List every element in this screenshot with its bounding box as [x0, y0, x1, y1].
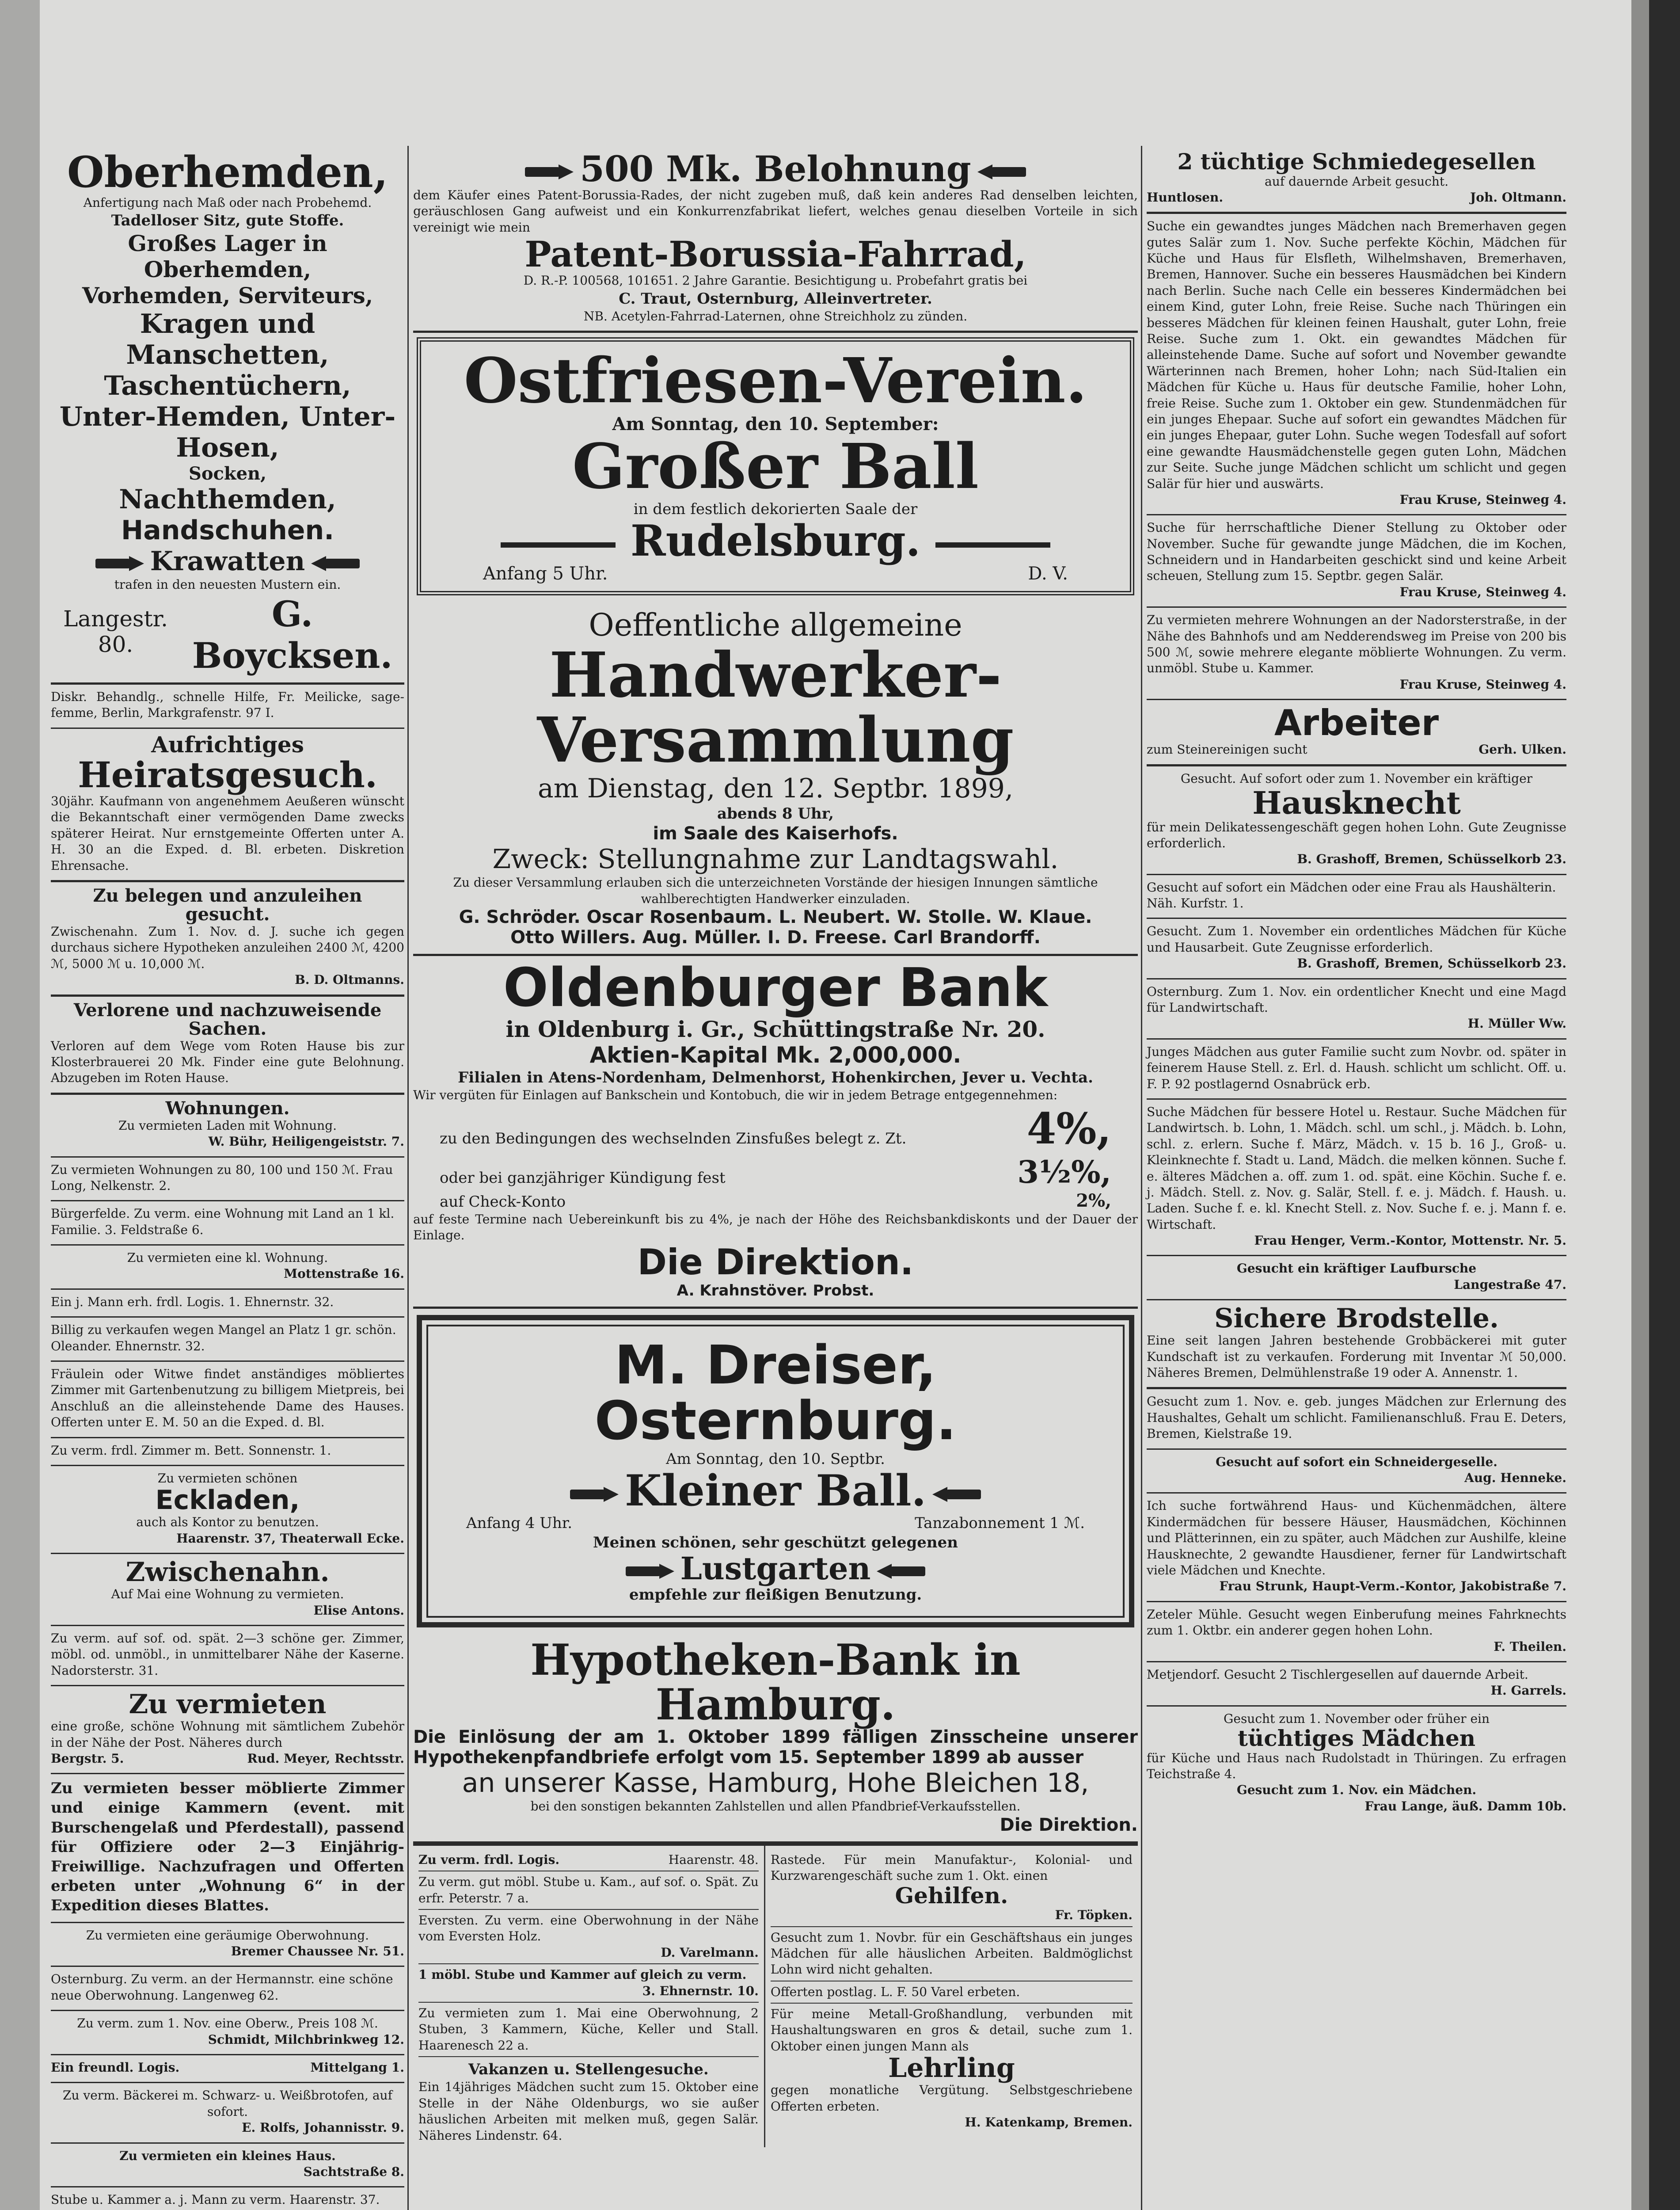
ad-text: Meinen schönen, sehr geschützt gelegenen	[593, 1534, 958, 1551]
ad-signature: Die Direktion.	[637, 1241, 914, 1283]
ad-small: Offerten postlag. L. F. 50 Varel erbeten.	[771, 1981, 1133, 2004]
ad-signature: D. V.	[1028, 564, 1068, 584]
ad-text: Tadelloser Sitz, gute Stoffe.	[111, 212, 344, 230]
ad-venue: Rudelsburg.	[630, 516, 921, 566]
ad-time: Anfang 4 Uhr.	[466, 1514, 573, 1532]
ad-footer	[51, 593, 404, 676]
ad-signature: 3. Ehnernstr. 10.	[642, 1983, 759, 1998]
ad-zimmer-offiziere: Zu vermieten besser möblierte Zimmer und einige Kammern (event. mit Burschengelaß und Pferdestall), passend für Offiziere oder 2—3 Einjährig-Freiwillige. Nachzufragen und Offerten erbeten unter „Wohnung 6“ in der Expedition dieses Blattes.	[51, 1774, 404, 1923]
ad-small: Zu vermieten zum 1. Mai eine Oberwohnung, 2 Stuben, 3 Kammern, Küche, Keller und Stall. Haarenesch 22 a.	[418, 2003, 759, 2057]
ad-text: Zu dieser Versammlung erlauben sich die unterzeichneten Vorstände der hiesigen Innungen sämtliche wahlberechtigten Handwerker einzuladen.	[453, 875, 1098, 906]
ad-signature: D. Varelmann.	[661, 1945, 759, 1960]
ad-small	[418, 1964, 759, 2003]
pointing-hand-icon	[932, 1487, 981, 1502]
ad-event: Großer Ball	[572, 431, 979, 503]
ad-anleihe	[51, 882, 404, 997]
ad-signature: B. Grashoff, Bremen, Schüsselkorb 23.	[1297, 852, 1566, 867]
ad-oberhemden	[51, 146, 404, 685]
ad-signature: E. Rolfs, Johannisstr. 9.	[242, 2120, 404, 2135]
ad-text: Eversten. Zu verm. eine Oberwohnung in der Nähe vom Eversten Holz.	[418, 1913, 759, 1944]
ad-text: zum Steinereinigen sucht	[1147, 742, 1308, 757]
decorative-rule	[501, 542, 616, 548]
column-2	[413, 146, 1138, 2147]
ad-text: an unserer Kasse, Hamburg, Hohe Bleichen 18,	[462, 1768, 1089, 1799]
ad-text: Zu vermieten eine geräumige Oberwohnung.	[86, 1928, 369, 1943]
page-edge	[1649, 0, 1680, 2210]
ad-title: Hausknecht	[1252, 785, 1461, 821]
ad-signature: B. D. Oltmanns.	[295, 972, 404, 987]
rate-value: 4%,	[1026, 1103, 1111, 1154]
ad-henger	[1147, 1100, 1566, 1257]
ad-text: bei den sonstigen bekannten Zahlstellen und allen Pfandbrief-Verkaufsstellen.	[530, 1799, 1021, 1814]
ad-text: trafen in den neuesten Mustern ein.	[114, 577, 341, 592]
rate-label: auf Check-Konto	[440, 1193, 566, 1211]
column-3	[1147, 146, 1566, 1821]
ad-title: 500 Mk. Belohnung	[580, 148, 971, 190]
ad-venue-row	[430, 516, 1121, 566]
small-ads-left	[413, 1846, 764, 2147]
ad-gehilfen	[771, 1849, 1133, 1927]
ad-text: Ein 14jähriges Mädchen sucht zum 15. Oktober eine Stelle in der Nähe Oldenburgs, wo sie außer häuslichen Arbeiten mit melken muß, gegen Salär. Näheres Lindenstr. 64.	[418, 2080, 759, 2143]
ad-text: 30jähr. Kaufmann von angenehmem Aeußeren wünscht die Bekanntschaft einer vermögenden Dame zwecks späterer Heirat. Nur ernstgemeinte Offerten unter A. H. 30 an die Exped. d. Bl. erbeten. Diskretion Ehrensache.	[51, 794, 404, 873]
ad-text: Verloren auf dem Wege vom Roten Hause bis zur Klosterbrauerei 20 Mk. Finder eine gute Belohnung. Abzugeben im Roten Hause.	[51, 1038, 404, 1086]
ad-strunk	[1147, 1494, 1566, 1602]
ad-text: Gesucht zum 1. Nov. ein Mädchen.	[1236, 1783, 1477, 1798]
ad-zwischenahn	[51, 1554, 404, 1626]
ad-small	[51, 1246, 404, 1290]
ad-venue-row	[440, 1552, 1111, 1585]
ad-text: auf feste Termine nach Uebereinkunft bis zu 4%, je nach der Höhe des Reichsbankdiskonts und der Dauer der Einlage.	[413, 1212, 1138, 1243]
ad-title: Lehrling	[888, 2053, 1015, 2084]
ad-kruse-1	[1147, 214, 1566, 515]
rate-row	[413, 1104, 1138, 1154]
ad-text: Ich suche fortwährend Haus- und Küchenmädchen, ältere Kindermädchen für bessere Häuser, Hausmädchen, Köchinnen und Plätterinnen, ein zu später, auch Mädchen zur Aushilfe, kleine Hausknechte, 2 gewandte Hausdiener, ferner für Landwirtschaft viele Mädchen und Knechte.	[1147, 1498, 1566, 1577]
ad-address: Huntlosen.	[1147, 190, 1224, 205]
ad-small: Ein j. Mann erh. frdl. Logis. 1. Ehnernstr. 32.	[51, 1290, 404, 1318]
ad-text: für Küche und Haus nach Rudolstadt in Thüringen. Zu erfragen Teichstraße 4.	[1147, 1750, 1566, 1781]
ad-signature: W. Bühr, Heiligengeiststr. 7.	[208, 1134, 404, 1149]
pointing-hand-icon	[626, 1564, 674, 1579]
ad-text: Suche ein gewandtes junges Mädchen nach Bremerhaven gegen gutes Salär zum 1. Nov. Suche perfekte Köchin, Mädchen für Küche und Haus für Elsfleth, Wilhelmshaven, Bremerhaven, Bremen, Hannover. Suche ein besseres Hausmädchen bei Kindern nach Berlin. Suche nach Celle ein besseres Kindermädchen bei einem Kind, guter Lohn, freie Reise. Suche nach Thüringen ein besseres Mädchen für kleinen feinen Haushalt, guter Lohn, freie Reise. Suche zum 1. Okt. ein gewandtes Mädchen für alleinstehende Dame. Suche auf sofort und November gewandte Wärterinnen nach Bremen, hoher Lohn; nach Süd-Italien ein Mädchen für Küche u. Haus für deutsche Familie, hoher Lohn, freie Reise. Suche zum 1. Oktober ein gew. Stundenmädchen für ein junges Ehepaar. Suche auf sofort ein gewandtes Mädchen für ein junges Ehepaar, guter Lohn. Suche wegen Todesfall auf sofort eine gewandte Hausmädchenstelle gegen guten Lohn, Mädchen zur Seite. Suche junge Mädchen schlicht um schlicht und gegen Salär für hier und auswärts.	[1147, 219, 1566, 491]
ad-signature: Aug. Henneke.	[1464, 1471, 1566, 1485]
column-rule	[407, 146, 409, 2210]
ad-title: Aufrichtiges	[151, 731, 304, 758]
ad-text: Aktien-Kapital Mk. 2,000,000.	[589, 1042, 962, 1068]
ad-small: Zu vermieten Wohnungen zu 80, 100 und 150 ℳ. Frau Long, Nelkenstr. 2.	[51, 1158, 404, 1202]
small-ads-grid	[413, 1844, 1138, 2147]
ad-date: am Dienstag, den 12. Septbr. 1899,	[537, 773, 1014, 804]
ad-text: Zu verm. frdl. Logis.	[418, 1852, 560, 1867]
ad-title-row	[413, 148, 1138, 190]
ad-date: Am Sonntag, den 10. September:	[612, 414, 939, 435]
ad-text: Zu vermieten mehrere Wohnungen an der Nadorsterstraße, in der Nähe des Bahnhofs und am Nedderendsweg im Preise von 200 bis 500 ℳ, sowie mehrere elegante möblierte Wohnungen. Zu verm. unmöbl. Stube u. Kammer.	[1147, 613, 1566, 676]
ad-small	[51, 2083, 404, 2143]
ad-small	[1147, 1450, 1566, 1494]
ad-text: Nachthemden,	[119, 484, 336, 515]
ad-signature: Schmidt, Milchbrinkweg 12.	[208, 2032, 404, 2047]
ad-verloren	[51, 997, 404, 1095]
column-rule	[1141, 146, 1142, 2210]
ad-text: Zwischenahn. Zum 1. Nov. d. J. suche ich gegen durchaus sichere Hypotheken anzuleihen 2400 ℳ, 4200 ℳ, 5000 ℳ u. 10,000 ℳ.	[51, 924, 404, 971]
ad-signature: H. Müller Ww.	[1467, 1016, 1566, 1031]
ad-text: Auf Mai eine Wohnung zu vermieten.	[111, 1587, 344, 1602]
ad-text: Anfertigung nach Maß oder nach Probehemd.	[83, 195, 372, 210]
ad-event-row	[440, 1466, 1111, 1516]
rate-row	[413, 1190, 1138, 1212]
pointing-hand-icon	[570, 1487, 619, 1502]
ad-hypotheken-bank	[413, 1634, 1138, 1844]
ad-small: Osternburg. Zu verm. an der Hermannstr. eine schöne neue Oberwohnung. Langenweg 62.	[51, 1967, 404, 2011]
ad-zu-vermieten	[51, 1686, 404, 1774]
ad-signature: Sachtstraße 8.	[303, 2164, 404, 2179]
ad-headline: Patent-Borussia-Fahrrad,	[525, 233, 1026, 275]
ad-text: Zeteler Mühle. Gesucht wegen Einberufung meines Fahrknechts zum 1. Oktbr. ein anderer gegen hohen Lohn.	[1147, 1607, 1566, 1638]
ad-title: Gehilfen.	[895, 1882, 1008, 1909]
ad-title: Zwischenahn.	[125, 1557, 330, 1588]
ad-signature: Gerh. Ulken.	[1479, 742, 1566, 757]
ad-small	[1147, 1662, 1566, 1707]
ad-small	[51, 2144, 404, 2188]
ad-signature: Fr. Töpken.	[1055, 1908, 1133, 1923]
ad-title: Zu belegen und anzuleihen gesucht.	[93, 885, 362, 925]
ad-small: Stube u. Kammer a. j. Mann zu verm. Haarenstr. 37.	[51, 2187, 404, 2210]
ad-signatures: G. Schröder. Oscar Rosenbaum. L. Neubert. W. Stolle. W. Klaue.	[459, 907, 1092, 928]
ad-venue: im Saale des Kaiserhofs.	[653, 823, 898, 844]
ad-title: Oberhemden,	[67, 147, 388, 197]
ad-small: Zu verm. gut möbl. Stube u. Kam., auf sof. o. Spät. Zu erfr. Peterstr. 7 a.	[418, 1871, 759, 1910]
ad-address: Bergstr. 5.	[51, 1751, 124, 1766]
ad-signature: Mottenstraße 16.	[284, 1266, 404, 1281]
ad-text: auch als Kontor zu benutzen.	[136, 1515, 319, 1530]
ad-text: dem Käufer eines Patent-Borussia-Rades, der nicht zugeben muß, daß kein anderes Rad denselben leichten, geräuschlosen Gang aufweist und ein Konkurrenzfabrikat liefert, welches genau dieselben Vorteile in sich vereinigt wie mein	[413, 188, 1138, 235]
ad-footer	[430, 564, 1121, 584]
ad-signature: Die Direktion.	[1000, 1814, 1138, 1835]
ad-krawatten	[51, 546, 404, 577]
ad-event: Kleiner Ball.	[624, 1466, 927, 1516]
rate-row	[413, 1154, 1138, 1190]
ad-text: für mein Delikatessengeschäft gegen hohen Lohn. Gute Zeugnisse erforderlich.	[1147, 819, 1566, 850]
ad-signature: C. Traut, Osternburg, Alleinvertreter.	[619, 290, 932, 308]
ad-sage-femme: Diskr. Behandlg., schnelle Hilfe, Fr. Meilicke, sage-femme, Berlin, Markgrafenstr. 97 I.	[51, 685, 404, 729]
ad-text: Suche für herrschaftliche Diener Stellung zu Oktober oder November. Suche für gewandte junge Mädchen, die im Kochen, Schneidern und in Handarbeiten geschickt sind und keine Arbeit scheuen, Stellung zum 15. Septbr. gegen Salär.	[1147, 520, 1566, 583]
ad-title: 2 tüchtige Schmiedegesellen	[1177, 149, 1536, 175]
ad-text: Gesucht zum 1. November oder früher ein	[1224, 1711, 1490, 1726]
ad-small	[1147, 1256, 1566, 1300]
ad-signature: G. Boycksen.	[192, 593, 393, 676]
pointing-hand-icon	[977, 164, 1026, 179]
ad-text: Zu vermieten eine kl. Wohnung.	[127, 1250, 328, 1265]
ad-text: Gesucht ein kräftiger Laufbursche	[1236, 1261, 1477, 1276]
ad-small	[1147, 919, 1566, 979]
ad-footer	[1147, 190, 1566, 206]
ad-text: Zu vermieten Laden mit Wohnung.	[118, 1118, 337, 1133]
ad-text: Taschentüchern,	[104, 370, 351, 402]
ad-signature: F. Theilen.	[1494, 1639, 1566, 1654]
ad-text: Vorhemden, Serviteurs,	[82, 282, 373, 309]
ad-text: Ein freundl. Logis.	[51, 2060, 180, 2075]
pointing-hand-icon	[877, 1564, 925, 1579]
ad-small	[51, 2011, 404, 2055]
ad-title: Zu vermieten	[129, 1689, 327, 1720]
ad-text: Wir vergüten für Einlagen auf Bankschein und Kontobuch, die wir in jedem Betrage entgegennehmen:	[413, 1088, 1058, 1103]
ad-hausknecht	[1147, 766, 1566, 875]
ad-text: Unter-Hemden, Unter-Hosen,	[59, 401, 396, 464]
ad-title: Sichere Brodstelle.	[1214, 1303, 1499, 1334]
rate-label: zu den Bedingungen des wechselnden Zinsfußes belegt z. Zt.	[440, 1129, 907, 1147]
ad-text: 1 möbl. Stube und Kammer auf gleich zu verm.	[418, 1967, 747, 1982]
ad-text: Zu verm. Bäckerei m. Schwarz- u. Weißbrotofen, auf sofort.	[63, 2088, 392, 2119]
ad-signature: Frau Kruse, Steinweg 4.	[1399, 584, 1566, 599]
ad-tuechtiges-maedchen	[1147, 1707, 1566, 1821]
ad-title: M. Dreiser, Osternburg.	[594, 1334, 957, 1452]
ad-title: Ostfriesen-Verein.	[464, 345, 1087, 418]
ad-text: Handschuhen.	[121, 515, 334, 546]
ad-handwerker-versammlung	[413, 602, 1138, 956]
ad-title: Handwerker-Versammlung	[537, 639, 1014, 777]
ad-title: Wohnungen.	[165, 1097, 290, 1119]
pointing-hand-icon	[95, 556, 144, 571]
ad-signature: H. Katenkamp, Bremen.	[965, 2115, 1133, 2130]
ad-lehrling	[771, 2004, 1133, 2130]
ad-signature: Haarenstr. 37, Theaterwall Ecke.	[176, 1531, 404, 1546]
ad-small	[418, 1910, 759, 1964]
ad-date: Am Sonntag, den 10. Septbr.	[666, 1450, 885, 1468]
ad-eckladen	[51, 1466, 404, 1554]
ad-text: eine große, schöne Wohnung mit sämtlichem Zubehör in der Nähe der Post. Näheres durch	[51, 1719, 404, 1750]
ad-text: Suche Mädchen für bessere Hotel u. Restaur. Suche Mädchen für Landwirtsch. b. Lohn, 1. Mädch. schl. um schl., j. Mädch. b. Lohn, schl. z. erlern. Suche f. März, Mädch. v. 15 b. 16 J., Groß- u. Kleinknechte f. Stadt u. Land, Mädch. die melken können. Suche f. e. älteres Mädchen a. off. zum 1. od. spät. eine Köchin. Suche f. e. j. Mädch. Stell. z. Nov. g. Salär, Stell. f. e. j. Mädch. f. Haush. u. Laden. Suche f. e. kl. Knecht Stell. z. Nov. Suche f. e. j. Mann f. e. Wirtschaft.	[1147, 1104, 1566, 1232]
ad-schmiedegesellen	[1147, 146, 1566, 214]
ad-address: Langestr. 80.	[63, 606, 168, 657]
ad-title: Eckladen,	[155, 1485, 300, 1516]
ad-text: Zu vermieten schönen	[157, 1471, 298, 1486]
ad-footer	[1147, 742, 1566, 758]
ad-text: Filialen in Atens-Nordenham, Delmenhorst, Hohenkirchen, Jever u. Vechta.	[458, 1069, 1093, 1087]
ad-small: Gesucht zum 1. Novbr. für ein Geschäftshaus ein junges Mädchen für alle häuslichen Arbeiten. Baldmöglichst Lohn wird nicht gehalten.	[771, 1927, 1133, 1981]
ad-text: auf dauernde Arbeit gesucht.	[1265, 174, 1448, 189]
ad-signature: Bremer Chaussee Nr. 51.	[231, 1943, 404, 1959]
ad-text: Für meine Metall-Großhandlung, verbunden mit Haushaltungswaren en gros & detail, suche zum 1. Oktober einen jungen Mann als	[770, 2007, 1133, 2054]
ad-signature: Frau Kruse, Steinweg 4.	[1399, 677, 1566, 692]
ad-text: Oeffentliche allgemeine	[589, 607, 962, 644]
ad-footer	[440, 1513, 1111, 1533]
ad-signature: Frau Lange, äuß. Damm 10b.	[1365, 1798, 1566, 1814]
ad-text: in Oldenburg i. Gr., Schüttingstraße Nr. 20.	[506, 1016, 1045, 1043]
ad-kruse-3	[1147, 608, 1566, 700]
ad-time: abends 8 Uhr,	[717, 805, 834, 823]
small-ads-right	[764, 1846, 1138, 2147]
ad-text: Osternburg. Zum 1. Nov. ein ordentlicher Knecht und eine Magd für Landwirtschaft.	[1147, 984, 1566, 1015]
ad-text: D. R.-P. 100568, 101651. 2 Jahre Garantie. Besichtigung u. Probefahrt gratis bei	[523, 273, 1028, 288]
ad-title: tüchtiges Mädchen	[1237, 1725, 1476, 1752]
ad-purpose: Zweck: Stellungnahme zur Landtagswahl.	[492, 844, 1059, 875]
ad-brodstelle	[1147, 1300, 1566, 1389]
ad-small: Junges Mädchen aus guter Familie sucht zum Novbr. od. später in feinerem Hause Stell. z. Erl. d. Haush. schlicht um schlicht. Off. u. F. P. 92 postlagernd Osnabrück erb.	[1147, 1040, 1566, 1100]
ad-text: Kragen und Manschetten,	[126, 309, 329, 371]
ad-text: in dem festlich dekorierten Saale der	[633, 500, 918, 518]
ad-wohnungen	[51, 1095, 404, 1158]
ad-small: Zu verm. auf sof. od. spät. 2—3 schöne ger. Zimmer, möbl. od. unmöbl., in unmittelbarer Nähe der Kaserne. Nadorsterstr. 31.	[51, 1626, 404, 1686]
ad-title: Oldenburger Bank	[503, 957, 1048, 1019]
ad-text: Die Einlösung der am 1. Oktober 1899 fälligen Zinsscheine unserer Hypothekenpfandbriefe erfolgt vom 15. September 1899 ab ausser	[413, 1727, 1138, 1768]
ad-signature: Joh. Oltmann.	[1470, 190, 1566, 205]
ad-arbeiter	[1147, 700, 1566, 766]
ad-dreiser	[417, 1315, 1134, 1627]
ad-signature: Frau Strunk, Haupt-Verm.-Kontor, Jakobistraße 7.	[1219, 1579, 1566, 1594]
ad-text: Eine seit langen Jahren bestehende Grobbäckerei mit guter Kundschaft ist zu verkaufen. Forderung mit Inventar ℳ 50,000. Näheres Bremen, Delmühlenstraße 19 oder A. Annenstr. 1.	[1147, 1333, 1566, 1380]
ad-text: Krawatten	[150, 546, 305, 577]
column-1	[51, 146, 404, 2210]
ad-signatures: Otto Willers. Aug. Müller. I. D. Freese. Carl Brandorff.	[510, 927, 1041, 948]
ad-title: Vakanzen u. Stellengesuche.	[468, 2061, 709, 2079]
ad-text: Socken,	[188, 463, 267, 484]
ad-signature: Frau Kruse, Steinweg 4.	[1399, 492, 1566, 507]
ad-fee: Tanzabonnement 1 ℳ.	[915, 1514, 1085, 1532]
ad-ostfriesen-verein	[417, 337, 1134, 595]
ad-small: Fräulein oder Witwe findet anständiges möbliertes Zimmer mit Gartenbenutzung zu billigem Mietpreis, bei Anschluß an die alleinstehende Dame des Hauses. Offerten unter E. M. 50 an die Exped. d. Bl.	[51, 1362, 404, 1438]
ad-text: Gesucht. Zum 1. November ein ordentliches Mädchen für Küche und Hausarbeit. Gute Zeugnisse erforderlich.	[1147, 924, 1566, 955]
ad-small	[1147, 979, 1566, 1040]
ad-signature: B. Grashoff, Bremen, Schüsselkorb 23.	[1297, 956, 1566, 971]
ad-title: Heiratsgesuch.	[78, 754, 377, 796]
ad-text: Gesucht auf sofort ein Schneidergeselle.	[1216, 1454, 1498, 1469]
ad-small: Zu verm. frdl. Zimmer m. Bett. Sonnenstr. 1.	[51, 1438, 404, 1466]
ad-small: Gesucht auf sofort ein Mädchen oder eine Frau als Haushälterin. Näh. Kurfstr. 1.	[1147, 875, 1566, 919]
ad-text: gegen monatliche Vergütung. Selbstgeschriebene Offerten erbeten.	[770, 2083, 1133, 2114]
rate-value: 3½%,	[1017, 1153, 1111, 1190]
ad-small	[51, 1923, 404, 1967]
ad-small	[1147, 1602, 1566, 1662]
ad-kruse-2	[1147, 515, 1566, 608]
ad-small: Bürgerfelde. Zu verm. eine Wohnung mit Land an 1 kl. Familie. 3. Feldstraße 6.	[51, 1201, 404, 1246]
ad-borussia	[413, 146, 1138, 333]
ad-title: Verlorene und nachzuweisende Sachen.	[73, 999, 382, 1039]
ad-text: Gesucht. Auf sofort oder zum 1. November ein kräftiger	[1180, 771, 1533, 786]
ad-small: Gesucht zum 1. Nov. e. geb. junges Mädchen zur Erlernung des Haushaltes, Gehalt um schlicht. Familienanschluß. Frau E. Deters, Bremen, Kielstraße 19.	[1147, 1389, 1566, 1449]
ad-signature: Elise Antons.	[313, 1603, 404, 1618]
rate-label: oder bei ganzjähriger Kündigung fest	[440, 1169, 726, 1187]
ad-heiratsgesuch	[51, 729, 404, 882]
ad-text: Zu vermieten ein kleines Haus.	[119, 2148, 336, 2163]
ad-signature: Rud. Meyer, Rechtsstr.	[247, 1751, 404, 1766]
ad-footer	[51, 1751, 404, 1767]
ad-vakanzen	[418, 2057, 759, 2144]
rate-value: 2%,	[1076, 1190, 1111, 1211]
pointing-hand-icon	[311, 556, 360, 571]
page-edge-shadow	[1631, 0, 1649, 2210]
ad-signature: Haarenstr. 48.	[668, 1852, 759, 1867]
ad-text: Metjendorf. Gesucht 2 Tischlergesellen auf dauernde Arbeit.	[1147, 1667, 1528, 1682]
decorative-rule	[935, 542, 1050, 548]
ad-signature: Langestraße 47.	[1454, 1277, 1566, 1292]
ad-oldenburger-bank	[413, 956, 1138, 1309]
ad-text: Zu verm. zum 1. Nov. eine Oberw., Preis 108 ℳ.	[77, 2016, 378, 2031]
ad-signature: H. Garrels.	[1490, 1683, 1566, 1698]
ad-text: Großes Lager in Oberhemden,	[128, 230, 327, 283]
ad-signatures: A. Krahnstöver. Probst.	[677, 1281, 874, 1299]
ad-text: empfehle zur fleißigen Benutzung.	[629, 1585, 922, 1604]
ad-time: Anfang 5 Uhr.	[483, 564, 608, 584]
ad-title: Hypotheken-Bank in Hamburg.	[530, 1635, 1021, 1730]
binding-gutter	[0, 0, 40, 2210]
ad-small: Billig zu verkaufen wegen Mangel an Platz 1 gr. schön. Oleander. Ehnernstr. 32.	[51, 1318, 404, 1362]
ad-venue: Lustgarten	[680, 1550, 871, 1587]
ad-small	[51, 2055, 404, 2083]
ad-signature: Mittelgang 1.	[310, 2060, 404, 2075]
ad-signature: Frau Henger, Verm.-Kontor, Mottenstr. Nr. 5.	[1254, 1233, 1566, 1248]
ad-title: Arbeiter	[1274, 702, 1439, 744]
ad-small	[418, 1849, 759, 1871]
pointing-hand-icon	[525, 164, 574, 179]
ad-note: NB. Acetylen-Fahrrad-Laternen, ohne Streichholz zu zünden.	[583, 309, 968, 324]
ad-text: Rastede. Für mein Manufaktur-, Kolonial- und Kurzwarengeschäft suche zum 1. Okt. einen	[770, 1852, 1133, 1883]
